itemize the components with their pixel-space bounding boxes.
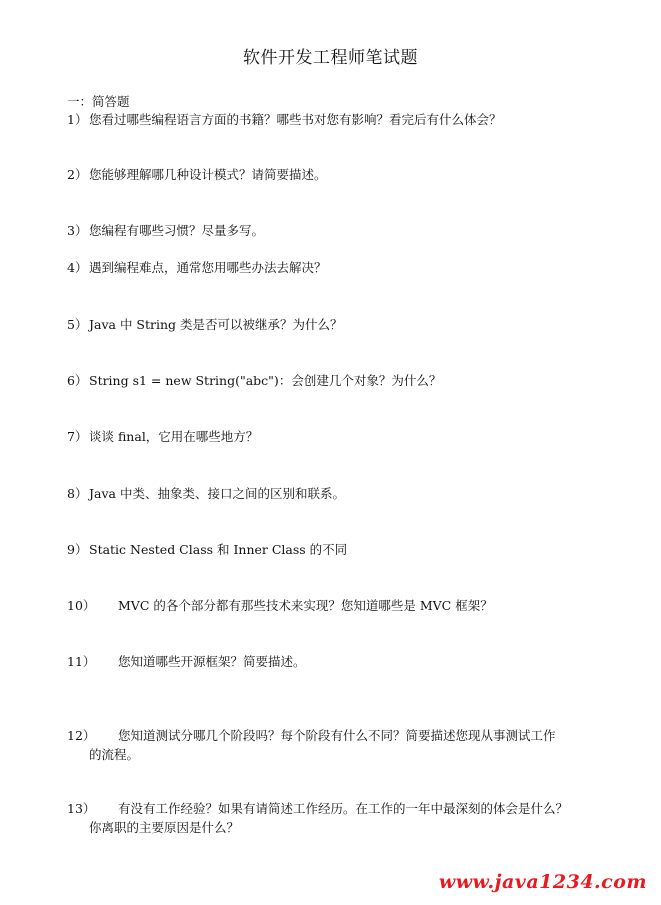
question-text: 有没有工作经验？如果有请简述工作经历。在工作的一年中最深刻的体会是什么？ <box>118 801 569 816</box>
question-number: 11） <box>67 654 96 669</box>
question-text: 您看过哪些编程语言方面的书籍？哪些书对您有影响？看完后有什么体会？ <box>89 112 502 127</box>
question-text: 遇到编程难点，通常您用哪些办法去解决？ <box>89 260 327 275</box>
question-text-continued: 的流程。 <box>89 747 140 762</box>
question-text: 您知道哪些开源框架？简要描述。 <box>118 654 306 669</box>
question-number: 5） <box>67 317 88 332</box>
question-7 <box>67 427 258 446</box>
question-text: 谈谈 final，它用在哪些地方？ <box>89 429 259 444</box>
watermark-link[interactable]: www.java1234.com <box>438 871 647 893</box>
question-text: 您能够理解哪几种设计模式？请简要描述。 <box>89 167 327 182</box>
question-6 <box>67 371 441 390</box>
page-title: 软件开发工程师笔试题 <box>243 48 418 68</box>
question-2 <box>67 165 327 184</box>
question-3 <box>67 221 264 240</box>
question-text: 您知道测试分哪几个阶段吗？每个阶段有什么不同？简要描述您现从事测试工作 <box>118 728 556 743</box>
question-text: Java 中 String 类是否可以被继承？为什么？ <box>89 317 343 332</box>
question-number: 13） <box>67 801 96 816</box>
question-13 <box>67 799 568 837</box>
question-number: 4） <box>67 260 88 275</box>
question-number: 3） <box>67 223 88 238</box>
question-number: 10） <box>67 598 96 613</box>
question-number: 7） <box>67 429 88 444</box>
question-8 <box>67 484 345 503</box>
question-text: MVC 的各个部分都有那些技术来实现？您知道哪些是 MVC 框架？ <box>118 598 493 613</box>
question-number: 9） <box>67 542 88 557</box>
question-number: 2） <box>67 167 88 182</box>
question-number: 12） <box>67 728 96 743</box>
question-number: 8） <box>67 486 88 501</box>
section-heading: 一：简答题 <box>67 94 130 109</box>
question-9 <box>67 540 347 559</box>
question-5 <box>67 315 343 334</box>
question-text: Java 中类、抽象类、接口之间的区别和联系。 <box>89 486 345 501</box>
question-4 <box>67 258 327 277</box>
question-text: 您编程有哪些习惯？尽量多写。 <box>89 223 265 238</box>
question-11 <box>67 652 306 671</box>
question-10 <box>67 596 493 615</box>
question-text: Static Nested Class 和 Inner Class 的不同 <box>89 542 348 557</box>
question-text-continued: 你离职的主要原因是什么？ <box>89 820 240 835</box>
question-number: 1） <box>67 112 88 127</box>
question-text: String s1 = new String("abc")：会创建几个对象？为什么？ <box>89 373 442 388</box>
question-1 <box>67 110 502 129</box>
question-number: 6） <box>67 373 88 388</box>
question-12 <box>67 726 556 764</box>
